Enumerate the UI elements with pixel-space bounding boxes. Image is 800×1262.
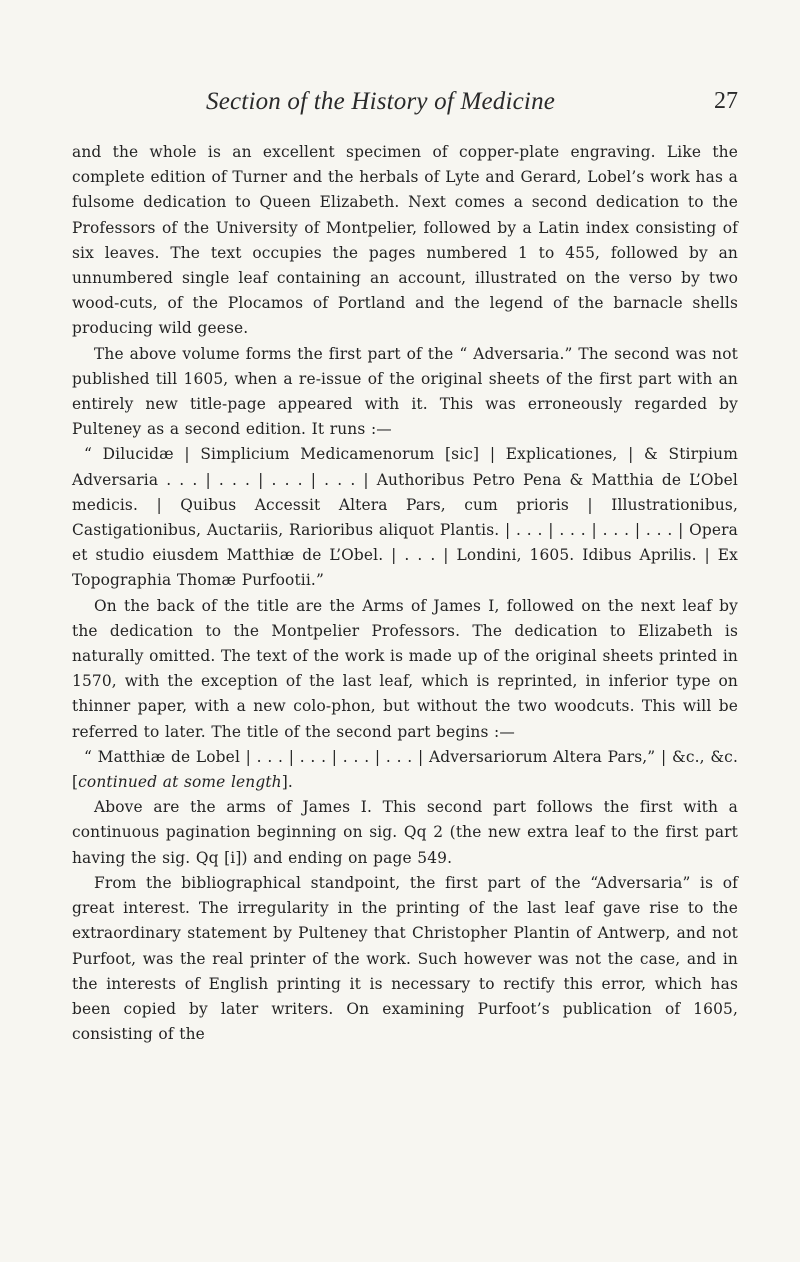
quotation-text: “ Matthiæ de Lobel | . . . | . . . | . . . | . . . | Adversariorum Altera Pars,” | &c., &c. [ <box>72 747 738 792</box>
running-head <box>70 88 738 118</box>
paragraph-1: and the whole is an excellent specimen of copper-plate engraving. Like the complete edition of Turner and the herbals of Lyte and Gerard, Lobel’s work has a fulsome dedication to Queen Elizabeth. Next comes a second dedication to the Professors of the University of Montpelier, followed by a Latin index consisting of six leaves. The text occupies the pages numbered 1 to 455, followed by an unnumbered single leaf containing an account, illustrated on the verso by two wood-cuts, of the Plocamos of Portland and the legend of the barnacle shells producing wild geese. <box>72 143 738 338</box>
paragraph-6: Above are the arms of James I. This second part follows the first with a continuous pagination beginning on sig. Qq 2 (the new extra leaf to the first part having the sig. Qq [i]) and ending on page 549. <box>72 798 738 867</box>
paragraph-7: From the bibliographical standpoint, the first part of the “Adversaria” is of great interest. The irregularity in the printing of the last leaf gave rise to the extraordinary statement by Pulteney that Christopher Plantin of Antwerp, and not Purfoot, was the real printer of the work. Such however was not the case, and in the interests of English printing it is necessary to rectify this error, which has been copied by later writers. On examining Purfoot’s publication of 1605, consisting of the <box>72 873 738 1044</box>
title-quotation-first-part: “ Dilucidæ | Simplicium Medicamenorum [sic] | Explicationes, | & Stirpium Adversaria . . . | . . . | . . . | . . . | Authoribus Petro Pena & Matthia de L’Obel medicis. | Quibus Accessit Altera Pars, cum prioris | Illustrationibus, Castigationibus, Auctariis, Rarioribus aliquot Plantis. | . . . | . . . | . . . | . . . | Opera et studio eiusdem Matthiæ de L’Obel. | . . . | Londini, 1605. Idibus Aprilis. | Ex Topographia Thomæ Purfootii.” <box>72 445 738 590</box>
running-title: Section of the History of Medicine <box>206 88 556 115</box>
paragraph-4: On the back of the title are the Arms of James I, followed on the next leaf by the dedication to the Montpelier Professors. The dedication to Elizabeth is naturally omitted. The text of the work is made up of the original sheets printed in 1570, with the exception of the last leaf, which is reprinted, in inferior type on thinner paper, with a new colo-phon, but without the two woodcuts. This will be referred to later. The title of the second part begins :— <box>72 596 738 741</box>
page-number: 27 <box>714 88 738 114</box>
continued-note: continued at some length <box>78 773 282 792</box>
title-quotation-second-part <box>72 745 738 795</box>
body-text <box>72 140 738 1047</box>
quotation-end: ]. <box>281 773 293 792</box>
paragraph-2: The above volume forms the first part of the “ Adversaria.” The second was not published till 1605, when a re-issue of the original sheets of the first part with an entirely new title-page appeared with it. This was erroneously regarded by Pulteney as a second edition. It runs :— <box>72 344 738 439</box>
